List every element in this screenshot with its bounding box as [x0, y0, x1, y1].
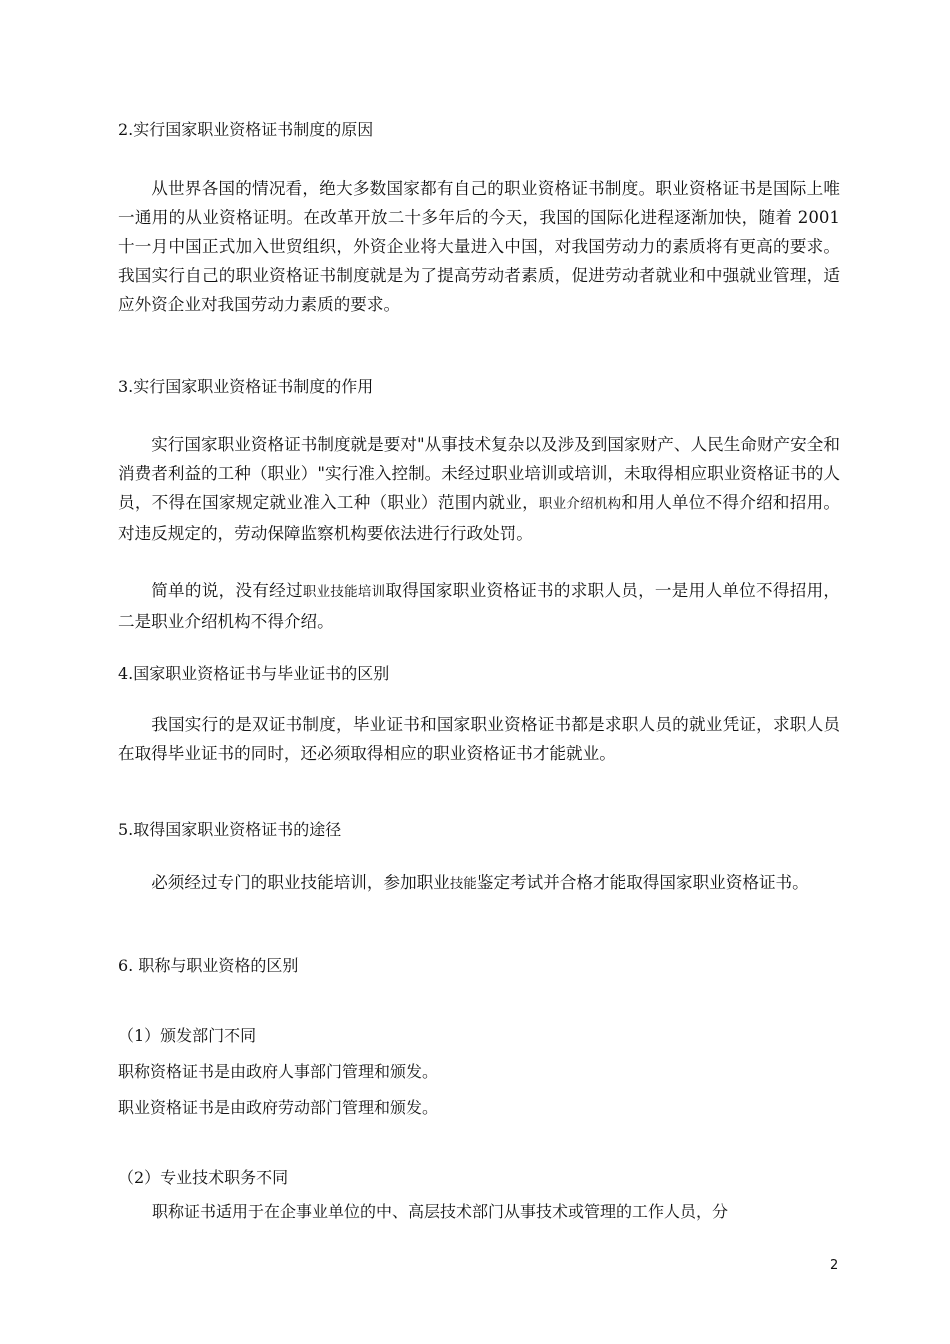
section-3-paragraph-1 [118, 430, 840, 548]
text-run: 简单的说，没有经过 [151, 581, 303, 600]
section-3-paragraph-2 [118, 576, 840, 636]
small-text-run: 技能 [449, 876, 477, 892]
small-text-run: 职业介绍机构 [538, 496, 622, 512]
section-4-paragraph: 我国实行的是双证书制度，毕业证书和国家职业资格证书都是求职人员的就业凭证，求职人员在取得毕业证书的同时，还必须取得相应的职业资格证书才能就业。 [118, 715, 840, 763]
small-text-run: 职业技能培训 [302, 584, 386, 600]
section-5-paragraph [118, 868, 840, 899]
section-4-heading: 4.国家职业资格证书与毕业证书的区别 [118, 664, 390, 683]
section-5-heading: 5.取得国家职业资格证书的途径 [118, 820, 342, 839]
subheading-issuing-dept: （1）颁发部门不同 [118, 1026, 257, 1045]
text-run: 必须经过专门的职业技能培训，参加职业 [151, 873, 450, 892]
subheading-professional-post: （2）专业技术职务不同 [118, 1168, 289, 1187]
text-run: 和用人单位不得介绍和招用。对违反规定的，劳动保障监察机构要依法进行行政处罚。 [118, 493, 841, 543]
text-run: 实行国家职业资格证书制度就是要对"从事技术复杂以及涉及到国家财产、人民生命财产安全和消费者利益的工种（职业）"实行准入控制。未经过职业培训或培训，未取得相应职业资格证书的人员，不得在国家规定就业准入工种（职业）范围内就业， [118, 435, 840, 512]
section-2-heading: 2.实行国家职业资格证书制度的原因 [118, 120, 374, 139]
section-6-heading: 6. 职称与职业资格的区别 [118, 956, 299, 975]
text-run: 取得国家职业资格证书的求职人员，一是用人单位不得招用，二是职业介绍机构不得介绍。 [118, 581, 841, 631]
line-vocational-cert: 职业资格证书是由政府劳动部门管理和颁发。 [118, 1098, 439, 1117]
page-number: 2 [830, 1258, 839, 1273]
section-2-paragraph: 从世界各国的情况看，绝大多数国家都有自己的职业资格证书制度。职业资格证书是国际上唯一通用的从业资格证明。在改革开放二十多年后的今天，我国的国际化进程逐渐加快，随着 2001 十一月中国正式加入世贸组织，外资企业将大量进入中国，对我国劳动力的素质将有更高的要求。我国实行自己的职业资格证书制度就是为了提高劳动者素质，促进劳动者就业和中强就业管理，适应外资企业对我国劳动力素质的要求。 [118, 179, 840, 314]
line-title-cert: 职称资格证书是由政府人事部门管理和颁发。 [118, 1062, 439, 1081]
section-6-paragraph: 职称证书适用于在企事业单位的中、高层技术部门从事技术或管理的工作人员，分 [152, 1202, 729, 1221]
text-run: 鉴定考试并合格才能取得国家职业资格证书。 [476, 873, 809, 892]
section-3-heading: 3.实行国家职业资格证书制度的作用 [118, 377, 374, 396]
